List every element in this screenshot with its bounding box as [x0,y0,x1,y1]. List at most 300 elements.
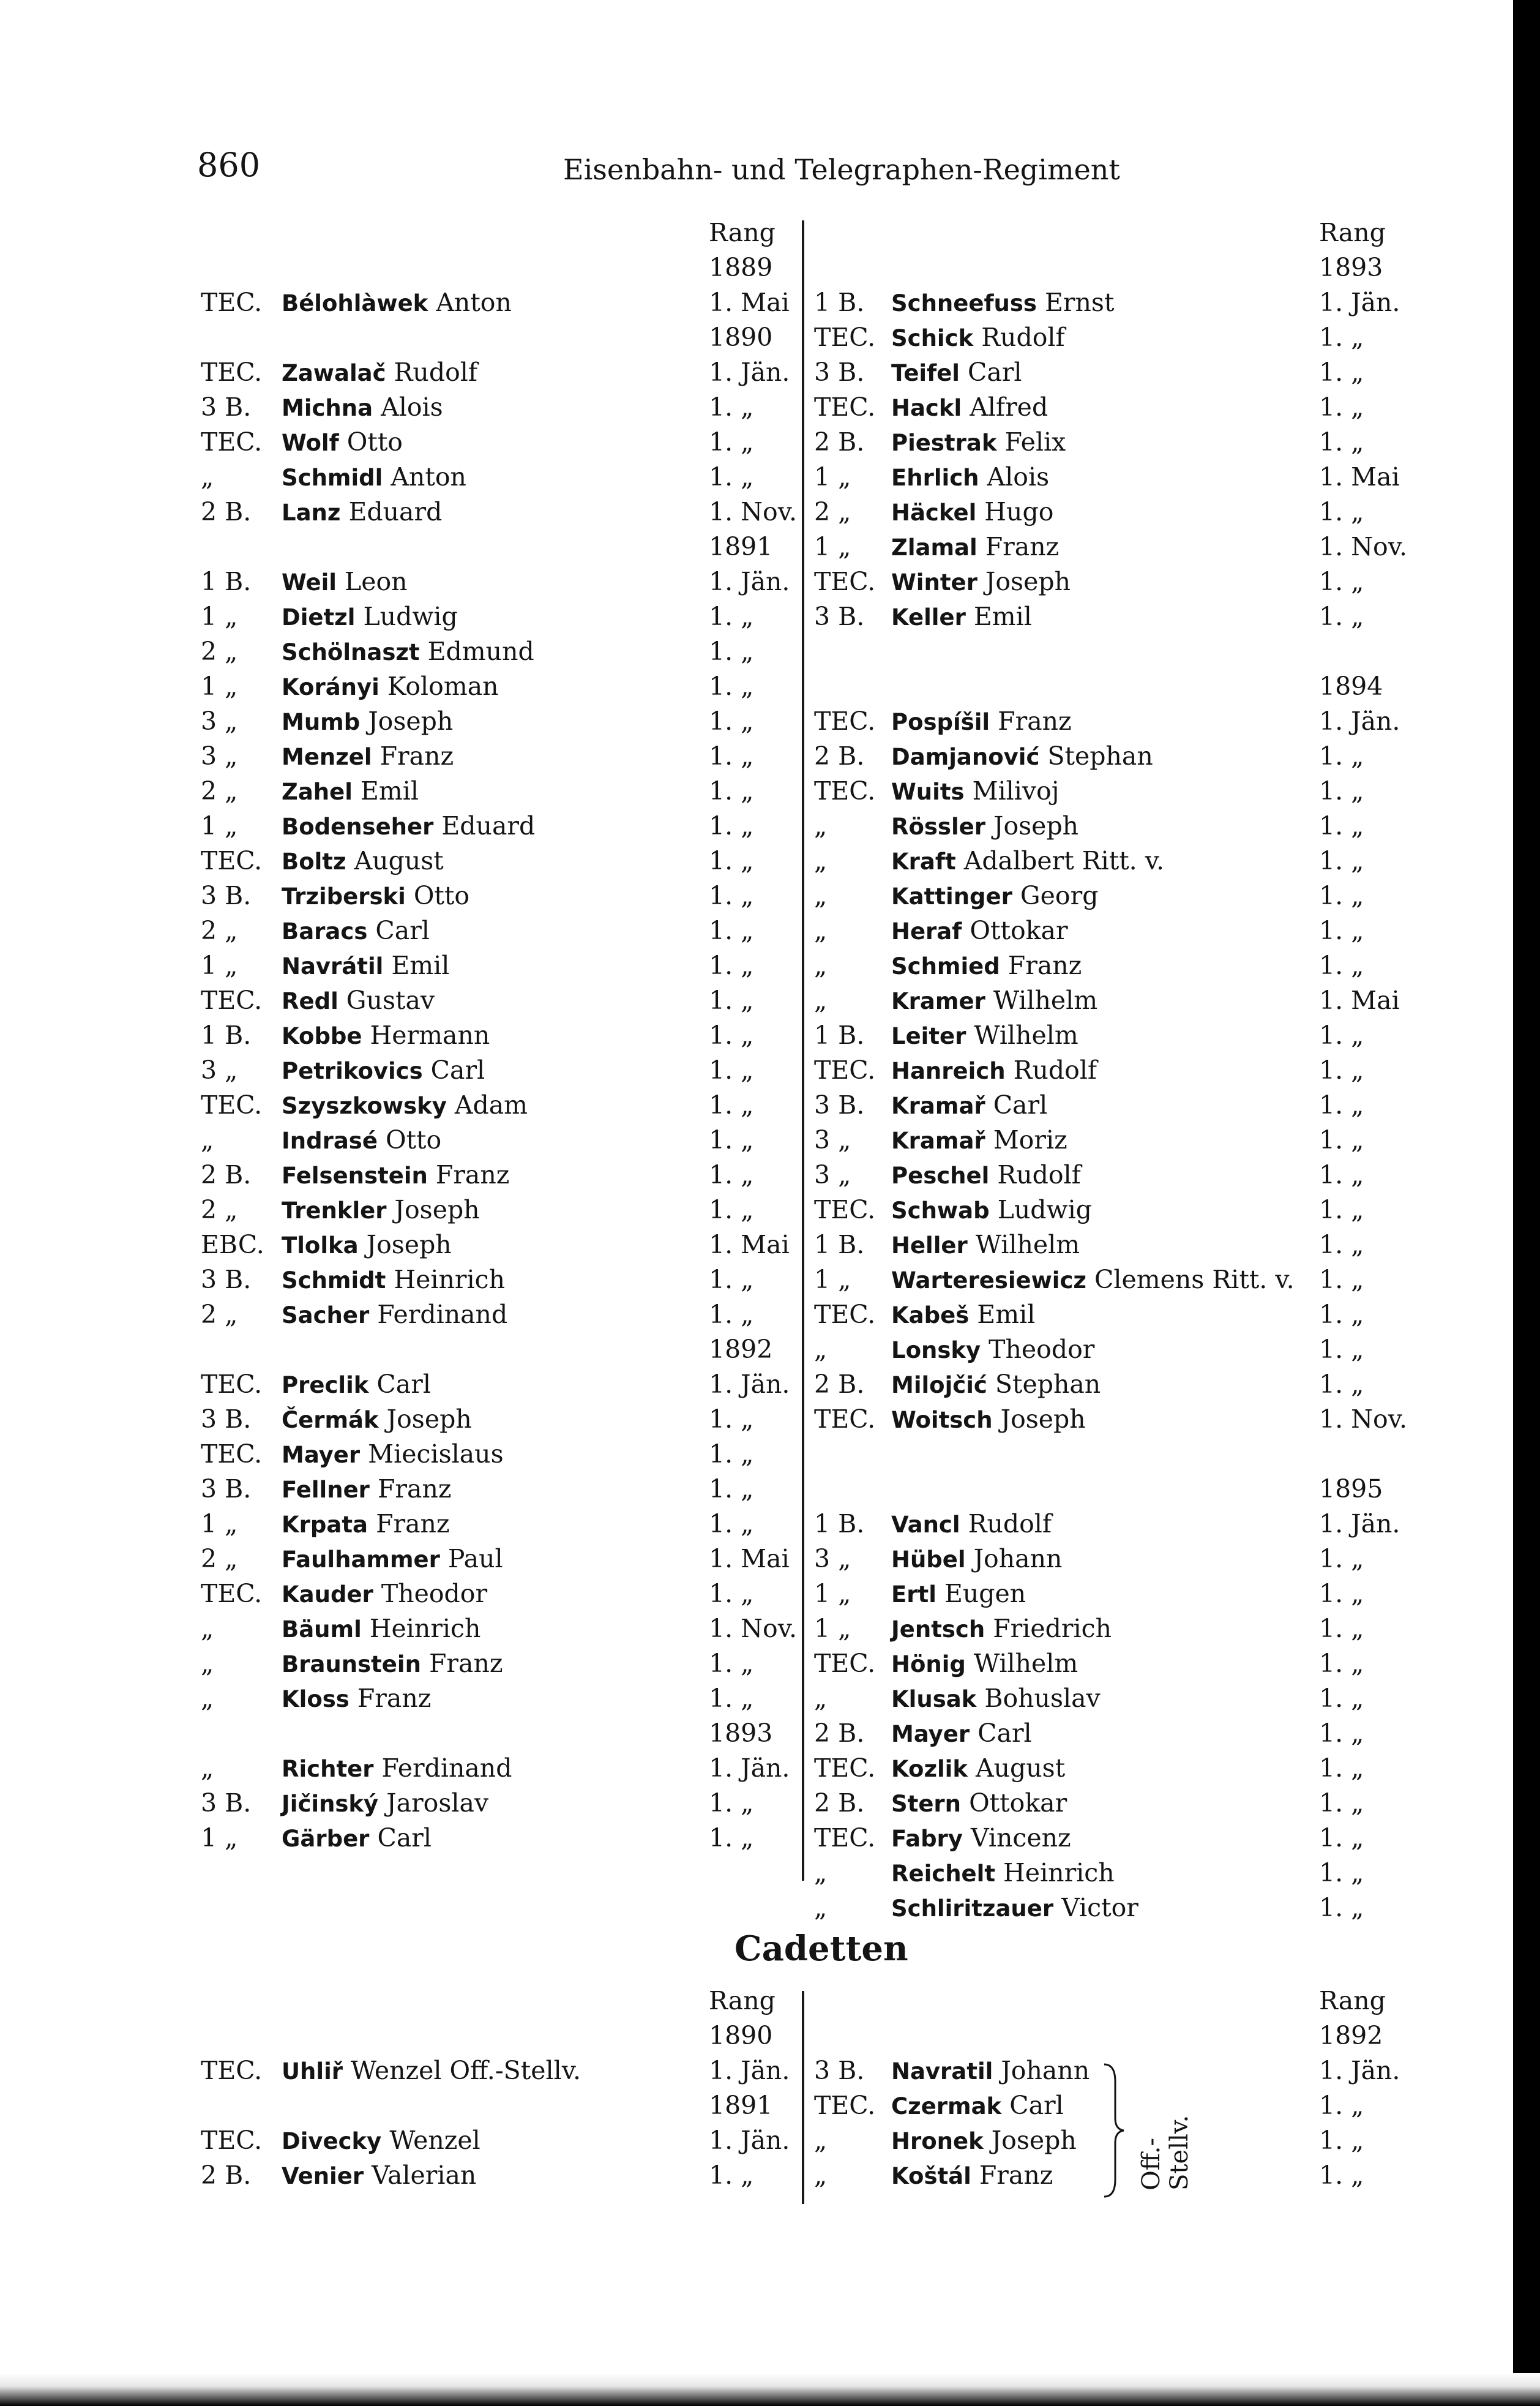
list-item [201,1821,807,1856]
list-item [201,390,807,425]
list-item [201,1297,807,1332]
unit-label: 2 B. [201,1160,252,1190]
person-name [891,1646,1078,1682]
year-heading [201,1716,807,1751]
list-item [201,948,807,983]
list-item [814,495,1451,530]
given-name: Emil [969,1300,1036,1329]
list-item [201,669,807,704]
person-name [891,599,1032,635]
rank-date: 1. „ [709,1160,754,1190]
surname: Piestrak [891,430,997,456]
running-head: Eisenbahn- und Telegraphen-Regiment [563,153,1120,186]
list-item [814,1332,1451,1367]
surname: Winter [891,569,977,596]
given-name: Alois [373,392,443,422]
surname: Bodenseher [282,814,434,840]
given-name: Georg [1012,881,1099,910]
unit-label: TEC. [201,1579,263,1608]
unit-label: 3 B. [201,1404,252,1434]
rank-date: 1. „ [1319,846,1364,875]
surname: Kramař [891,1093,985,1119]
person-name [891,704,1072,740]
list-item [201,1507,807,1542]
person-name [891,1751,1065,1786]
list-item [814,2088,1451,2123]
rank-date: 1. „ [709,1300,754,1329]
person-name [891,1123,1067,1158]
surname: Wuits [891,779,965,805]
given-name: Franz [990,706,1072,736]
given-name: Edmund [419,637,534,666]
surname: Kauder [282,1581,373,1608]
surname: Kabeš [891,1302,970,1329]
given-name: Carl [970,1718,1032,1748]
list-item [201,1018,807,1053]
given-name: Franz [421,1649,503,1678]
person-name [891,1367,1101,1403]
surname: Bäuml [282,1616,362,1643]
unit-label: 2 „ [201,776,238,806]
surname: Klusak [891,1686,977,1712]
rank-date: 1. „ [709,1090,754,1120]
rank-date: 1. „ [709,1788,754,1818]
surname: Fellner [282,1477,370,1503]
rank-date: 1. „ [709,462,754,492]
list-item [814,774,1451,809]
rank-date: 1. Mai [1319,462,1400,492]
given-name: Ernst [1036,288,1115,317]
cadets-column-divider [802,1991,804,2204]
surname: Trenkler [282,1197,387,1224]
list-item [201,739,807,774]
surname: Ertl [891,1581,936,1608]
unit-label: 1 „ [201,672,238,701]
surname: Kozlik [891,1756,968,1782]
person-name [891,1262,1295,1298]
surname: Schmied [891,953,1000,980]
given-name: Franz [368,1509,450,1538]
given-name: Ferdinand [369,1300,508,1329]
list-item [814,564,1451,599]
rank-date: 1. „ [709,741,754,771]
list-item [814,1751,1451,1786]
list-item [201,1542,807,1576]
list-item [814,2123,1451,2158]
list-item [201,1123,807,1158]
unit-label: 1 B. [814,1021,865,1050]
given-name: Friedrich [985,1614,1112,1643]
year-heading [814,250,1451,285]
person-name [282,1123,441,1158]
surname: Čermák [282,1407,379,1433]
person-name [891,1856,1115,1891]
rank-date: 1. „ [1319,2161,1364,2190]
brace-label [1137,2074,1194,2197]
surname: Milojčić [891,1372,987,1398]
list-item [814,1123,1451,1158]
year-heading [201,530,807,564]
unit-label: „ [814,2126,828,2155]
surname: Fabry [891,1826,963,1852]
unit-label: TEC. [814,706,876,736]
person-name [891,1891,1138,1926]
unit-label: 2 „ [201,1195,238,1224]
rank-date: 1. „ [1319,2126,1364,2155]
year-label: 1893 [1319,253,1383,282]
unit-label: „ [814,1684,828,1713]
surname: Rössler [891,814,985,840]
rank-date: 1. „ [1319,358,1364,387]
list-item [814,1262,1451,1297]
list-item [814,599,1451,634]
list-item [201,564,807,599]
list-item [201,1576,807,1611]
given-name: Franz [349,1684,432,1713]
rank-date: 1. „ [1319,916,1364,945]
person-name [891,1227,1080,1263]
list-item [201,495,807,530]
person-name [891,844,1164,879]
list-item [201,913,807,948]
unit-label: „ [814,986,828,1015]
person-name [891,1821,1071,1856]
unit-label: TEC. [814,1195,876,1224]
unit-label: 3 B. [201,1788,252,1818]
unit-label: 1 „ [814,532,851,561]
person-name [282,1472,451,1507]
surname: Schwab [891,1197,990,1224]
given-name: Adalbert Ritt. v. [955,846,1165,875]
rank-date: 1. „ [1319,1788,1364,1818]
unit-label: 1 „ [201,1509,238,1538]
given-name: Ludwig [355,602,458,631]
person-name [891,1018,1078,1054]
unit-label: 2 „ [201,916,238,945]
rank-date: 1. „ [709,392,754,422]
unit-label: TEC. [814,776,876,806]
rank-date: 1. „ [1319,323,1364,352]
person-name [282,1437,504,1472]
surname: Stern [891,1791,962,1817]
person-name [282,1227,452,1263]
unit-label: TEC. [201,1439,263,1469]
person-name [282,1786,488,1821]
list-item [814,1193,1451,1227]
unit-label: „ [201,1684,214,1713]
year-label: 1889 [709,253,773,282]
person-name [282,1367,431,1403]
given-name: Joseph [977,567,1071,596]
year-heading [201,2088,807,2123]
person-name [891,285,1114,321]
rank-header-label: Rang [709,218,776,247]
rank-date: 1. „ [709,1265,754,1294]
unit-label: 3 B. [814,2056,865,2085]
rank-date: 1. „ [1319,1300,1364,1329]
given-name: Heinrich [386,1265,505,1294]
surname: Häckel [891,500,977,526]
rank-date: 1. „ [1319,567,1364,596]
person-name [282,1262,505,1298]
unit-label: TEC. [201,2056,263,2085]
unit-label: 3 B. [814,358,865,387]
surname: Uhliř [282,2058,343,2085]
list-item [201,1367,807,1402]
rank-date: 1. Jän. [709,2126,790,2155]
person-name [891,948,1082,984]
year-label: 1893 [709,1718,773,1748]
year-label: 1892 [1319,2021,1383,2050]
given-name: Carl [369,1823,432,1853]
rank-date: 1. „ [1319,1649,1364,1678]
surname: Hronek [891,2128,984,2154]
brace-label-text: Off.-Stellv. [1137,2115,1194,2191]
given-name: Anton [428,288,512,317]
unit-label: TEC. [814,1055,876,1085]
unit-label: 1 B. [814,288,865,317]
unit-label: „ [814,1893,828,1922]
unit-label: 3 B. [201,1474,252,1504]
spacer [814,634,1451,669]
given-name: Eugen [936,1579,1026,1608]
unit-label: 3 B. [814,1090,865,1120]
list-item [814,1367,1451,1402]
rank-date: 1. „ [709,672,754,701]
person-name [891,1786,1067,1821]
list-item [814,425,1451,460]
unit-label: 3 „ [201,741,238,771]
unit-label: 3 „ [201,706,238,736]
surname: Schmidt [282,1267,386,1294]
surname: Woitsch [891,1407,993,1433]
list-item [201,1681,807,1716]
given-name: Moriz [985,1125,1067,1155]
unit-label: „ [814,951,828,980]
person-name [891,2053,1090,2089]
surname: Jentsch [891,1616,985,1643]
given-name: Ottokar [962,916,1068,945]
list-item [201,1227,807,1262]
given-name: Milivoj [964,776,1060,806]
list-item [814,1158,1451,1193]
surname: Damjanović [891,744,1040,770]
rank-date: 1. „ [1319,1614,1364,1643]
list-item [814,913,1451,948]
right-column-list [814,215,1451,1925]
unit-label: „ [814,846,828,875]
rank-date: 1. „ [1319,1265,1364,1294]
unit-label: TEC. [814,1649,876,1678]
list-item [201,1751,807,1786]
surname: Redl [282,988,338,1014]
unit-label: TEC. [814,1753,876,1783]
person-name [282,425,403,460]
given-name: Carl [367,916,430,945]
unit-label: TEC. [201,358,263,387]
given-name: Valerian [364,2161,477,2190]
rank-date: 1. „ [1319,1335,1364,1364]
rank-date: 1. „ [709,846,754,875]
section-title-cadets: Cadetten [734,1928,908,1969]
surname: Kattinger [891,883,1012,910]
surname: Bélohlàwek [282,290,428,317]
surname: Schliritzauer [891,1895,1054,1922]
person-name [891,879,1098,914]
given-name: Emil [352,776,419,806]
unit-label: TEC. [814,323,876,352]
unit-label: 3 „ [814,1160,851,1190]
surname: Peschel [891,1163,990,1189]
list-item [814,1786,1451,1821]
person-name [891,1681,1101,1717]
given-name: Wilhelm [966,1021,1078,1050]
year-label: 1890 [709,323,773,352]
year-label: 1895 [1319,1474,1383,1504]
rank-date: 1. „ [1319,811,1364,841]
list-item [814,1891,1451,1925]
surname: Kloss [282,1686,349,1712]
surname: Gärber [282,1826,370,1852]
list-item [814,1856,1451,1891]
rank-date: 1. „ [1319,741,1364,771]
person-name [282,495,442,530]
list-item [201,2053,807,2088]
rank-date: 1. „ [1319,1893,1364,1922]
scan-edge [1513,0,1540,2406]
unit-label: 1 B. [201,567,252,596]
surname: Dietzl [282,604,356,631]
given-name: Wenzel [381,2126,480,2155]
surname: Vancl [891,1512,960,1538]
given-name: Gustav [338,986,435,1015]
list-item [201,1402,807,1437]
given-name: Franz [971,2161,1053,2190]
given-name: Rudolf [960,1509,1052,1538]
surname: Baracs [282,918,368,945]
rank-date: 1. „ [1319,1684,1364,1713]
given-name: Rudolf [973,323,1065,352]
list-item [814,1576,1451,1611]
rank-date: 1. Nov. [709,1614,798,1643]
list-item [201,983,807,1018]
list-item [814,983,1451,1018]
list-item [201,1088,807,1123]
year-heading [814,669,1451,704]
rank-date: 1. „ [709,2161,754,2190]
unit-label: 2 „ [201,1300,238,1329]
person-name [282,1018,490,1054]
given-name: Jaroslav [378,1788,489,1818]
rank-date: 1. „ [1319,497,1364,527]
given-name: Carl [1001,2091,1064,2120]
unit-label: TEC. [814,567,876,596]
rank-date: 1. „ [709,1684,754,1713]
list-item [814,1611,1451,1646]
person-name [891,425,1066,460]
person-name [282,2158,476,2194]
given-name: Emil [965,602,1032,631]
rank-date: 1. „ [709,1055,754,1085]
person-name [891,355,1022,391]
person-name [282,1053,485,1089]
unit-label: TEC. [201,1090,263,1120]
person-name [891,530,1059,565]
rank-date: 1. „ [709,427,754,457]
person-name [891,1507,1052,1542]
rank-header [201,215,807,250]
scan-edge-bottom [0,2373,1540,2406]
surname: Mayer [282,1442,361,1468]
given-name: Franz [372,741,454,771]
person-name [891,564,1071,600]
rank-date: 1. „ [709,602,754,631]
given-name: Johann [965,1544,1063,1573]
right-brace [1102,2063,1126,2198]
rank-date: 1. „ [709,1474,754,1504]
list-item [201,599,807,634]
list-item [814,530,1451,564]
person-name [891,739,1153,774]
unit-label: „ [201,1614,214,1643]
spacer [814,1437,1451,1472]
surname: Navrátil [282,953,384,980]
given-name: Rudolf [989,1160,1081,1190]
list-item [814,1402,1451,1437]
surname: Hanreich [891,1058,1006,1084]
person-name [891,1297,1035,1333]
surname: Zawalač [282,360,386,386]
year-label: 1890 [709,2021,773,2050]
unit-label: „ [814,2161,828,2190]
list-item [201,844,807,879]
surname: Hönig [891,1651,966,1677]
year-heading [201,2018,807,2053]
unit-label: 1 „ [814,1265,851,1294]
given-name: Eduard [340,497,443,527]
list-item [201,1437,807,1472]
person-name [891,809,1078,844]
person-name [282,879,469,914]
given-name: Franz [977,532,1060,561]
given-name: Ottokar [961,1788,1067,1818]
rank-date: 1. „ [709,986,754,1015]
rank-date: 1. „ [1319,1544,1364,1573]
given-name: Felix [996,427,1066,457]
surname: Boltz [282,849,346,875]
rank-date: 1. „ [709,706,754,736]
given-name: August [346,846,444,875]
person-name [282,739,454,774]
rank-date: 1. Jän. [1319,288,1400,317]
unit-label: 1 B. [814,1230,865,1259]
list-item [201,425,807,460]
unit-label: „ [201,1753,214,1783]
person-name [282,564,408,600]
given-name: Anton [383,462,466,492]
unit-label: 2 „ [201,637,238,666]
surname: Heraf [891,918,962,945]
person-name [891,1611,1112,1647]
given-name: Stephan [1039,741,1153,771]
rank-date: 1. „ [709,1195,754,1224]
person-name [282,1297,507,1333]
rank-date: 1. „ [1319,1125,1364,1155]
surname: Indrasé [282,1128,378,1154]
list-item [201,1786,807,1821]
rank-date: 1. „ [1319,1718,1364,1748]
unit-label: „ [201,1125,214,1155]
